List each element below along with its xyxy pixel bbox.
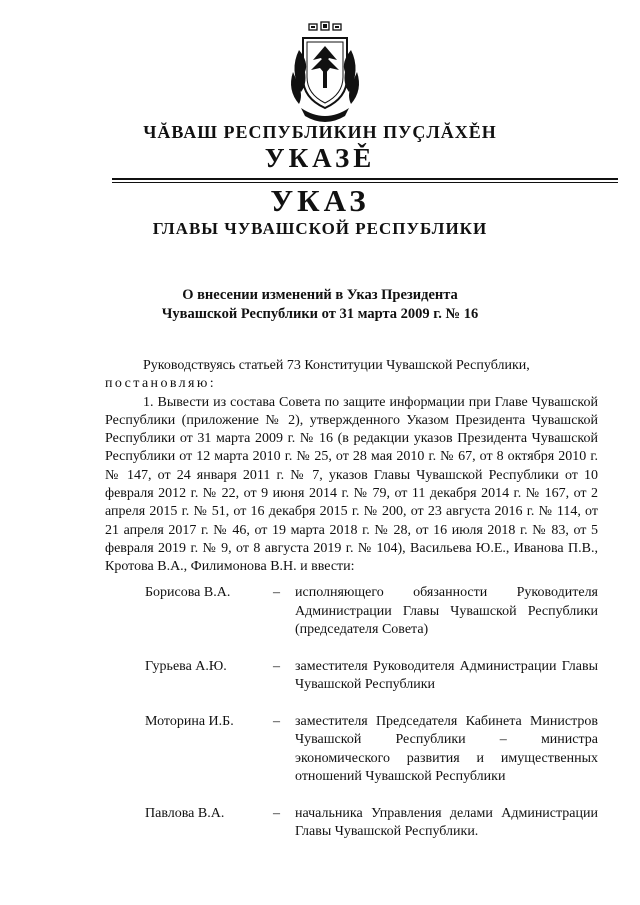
member-name: Борисова В.А. [145, 585, 231, 600]
member-dash: – [273, 713, 280, 729]
decree-body [105, 357, 598, 577]
member-row [145, 658, 598, 695]
intro-paragraph: Руководствуясь статьей 73 Конституции Чувашской Республики, [143, 358, 530, 373]
subject-line-2: Чувашской Республики от 31 марта 2009 г. № 16 [161, 306, 479, 322]
member-row [145, 713, 598, 787]
subject-line-1: О внесении изменений в Указ Президента [182, 287, 458, 303]
member-dash: – [273, 658, 280, 674]
member-name: Моторина И.Б. [145, 713, 234, 729]
header-divider [112, 178, 618, 180]
member-name: Павлова В.А. [145, 805, 225, 821]
member-dash: – [273, 585, 280, 600]
chuvash-emblem-icon [285, 20, 365, 124]
item-1-paragraph: 1. Вывести из состава Совета по защите информации при Главе Чувашской Республики (приложение № 2), утвержденного Указом Президента Чувашской Республики от 31 марта 2009 г. № 16 (в редакции указов Президента Чувашской Республики от 12 марта 2010 г. № 25, от 28 мая 2010 г. № 67, от 8 октября 2010 г. № 147, от 24 января 2011 г. № 7, указов Главы Чувашской Республики от 10 февраля 2012 г. № 22, от 9 июня 2014 г. № 79, от 11 декабря 2014 г. № 167, от 2 апреля 2015 г. № 51, от 16 декабря 2015 г. № 200, от 23 августа 2016 г. № 114, от 21 апреля 2017 г. № 46, от 19 марта 2018 г. № 28, от 16 июля 2018 г. № 83, от 5 февраля 2019 г. № 9, от 8 августа 2019 г. № 104), Васильева Ю.Е., Иванова П.В., Кротова В.А., Филимонова В.Н. и ввести: [105, 394, 598, 575]
member-position: исполняющего обязанности Руководителя Администрации Главы Чувашской Республики (председателя Совета) [295, 585, 598, 637]
ukaz-title: УКАЗ [270, 183, 370, 218]
chuvash-ukaze-title: УКАЗĚ [264, 143, 376, 173]
postanovlyayu: постановляю: [105, 376, 217, 392]
member-dash: – [273, 805, 280, 821]
member-position: начальника Управления делами Администрации Главы Чувашской Республики. [295, 805, 598, 839]
member-name: Гурьева А.Ю. [145, 658, 227, 674]
decree-subject [0, 286, 640, 324]
glava-subtitle: ГЛАВЫ ЧУВАШСКОЙ РЕСПУБЛИКИ [152, 219, 488, 238]
member-row [145, 584, 598, 640]
members-list [145, 584, 598, 860]
member-row [145, 805, 598, 842]
member-position: заместителя Председателя Кабинета Министров Чувашской Республики – министра экономического развития и имущественных отношений Чувашской Республики [295, 713, 598, 784]
chuvash-title: ЧĂВАШ РЕСПУБЛИКИН ПУÇЛĂХĚН [143, 122, 497, 142]
member-position: заместителя Руководителя Администрации Главы Чувашской Республики [295, 658, 598, 692]
